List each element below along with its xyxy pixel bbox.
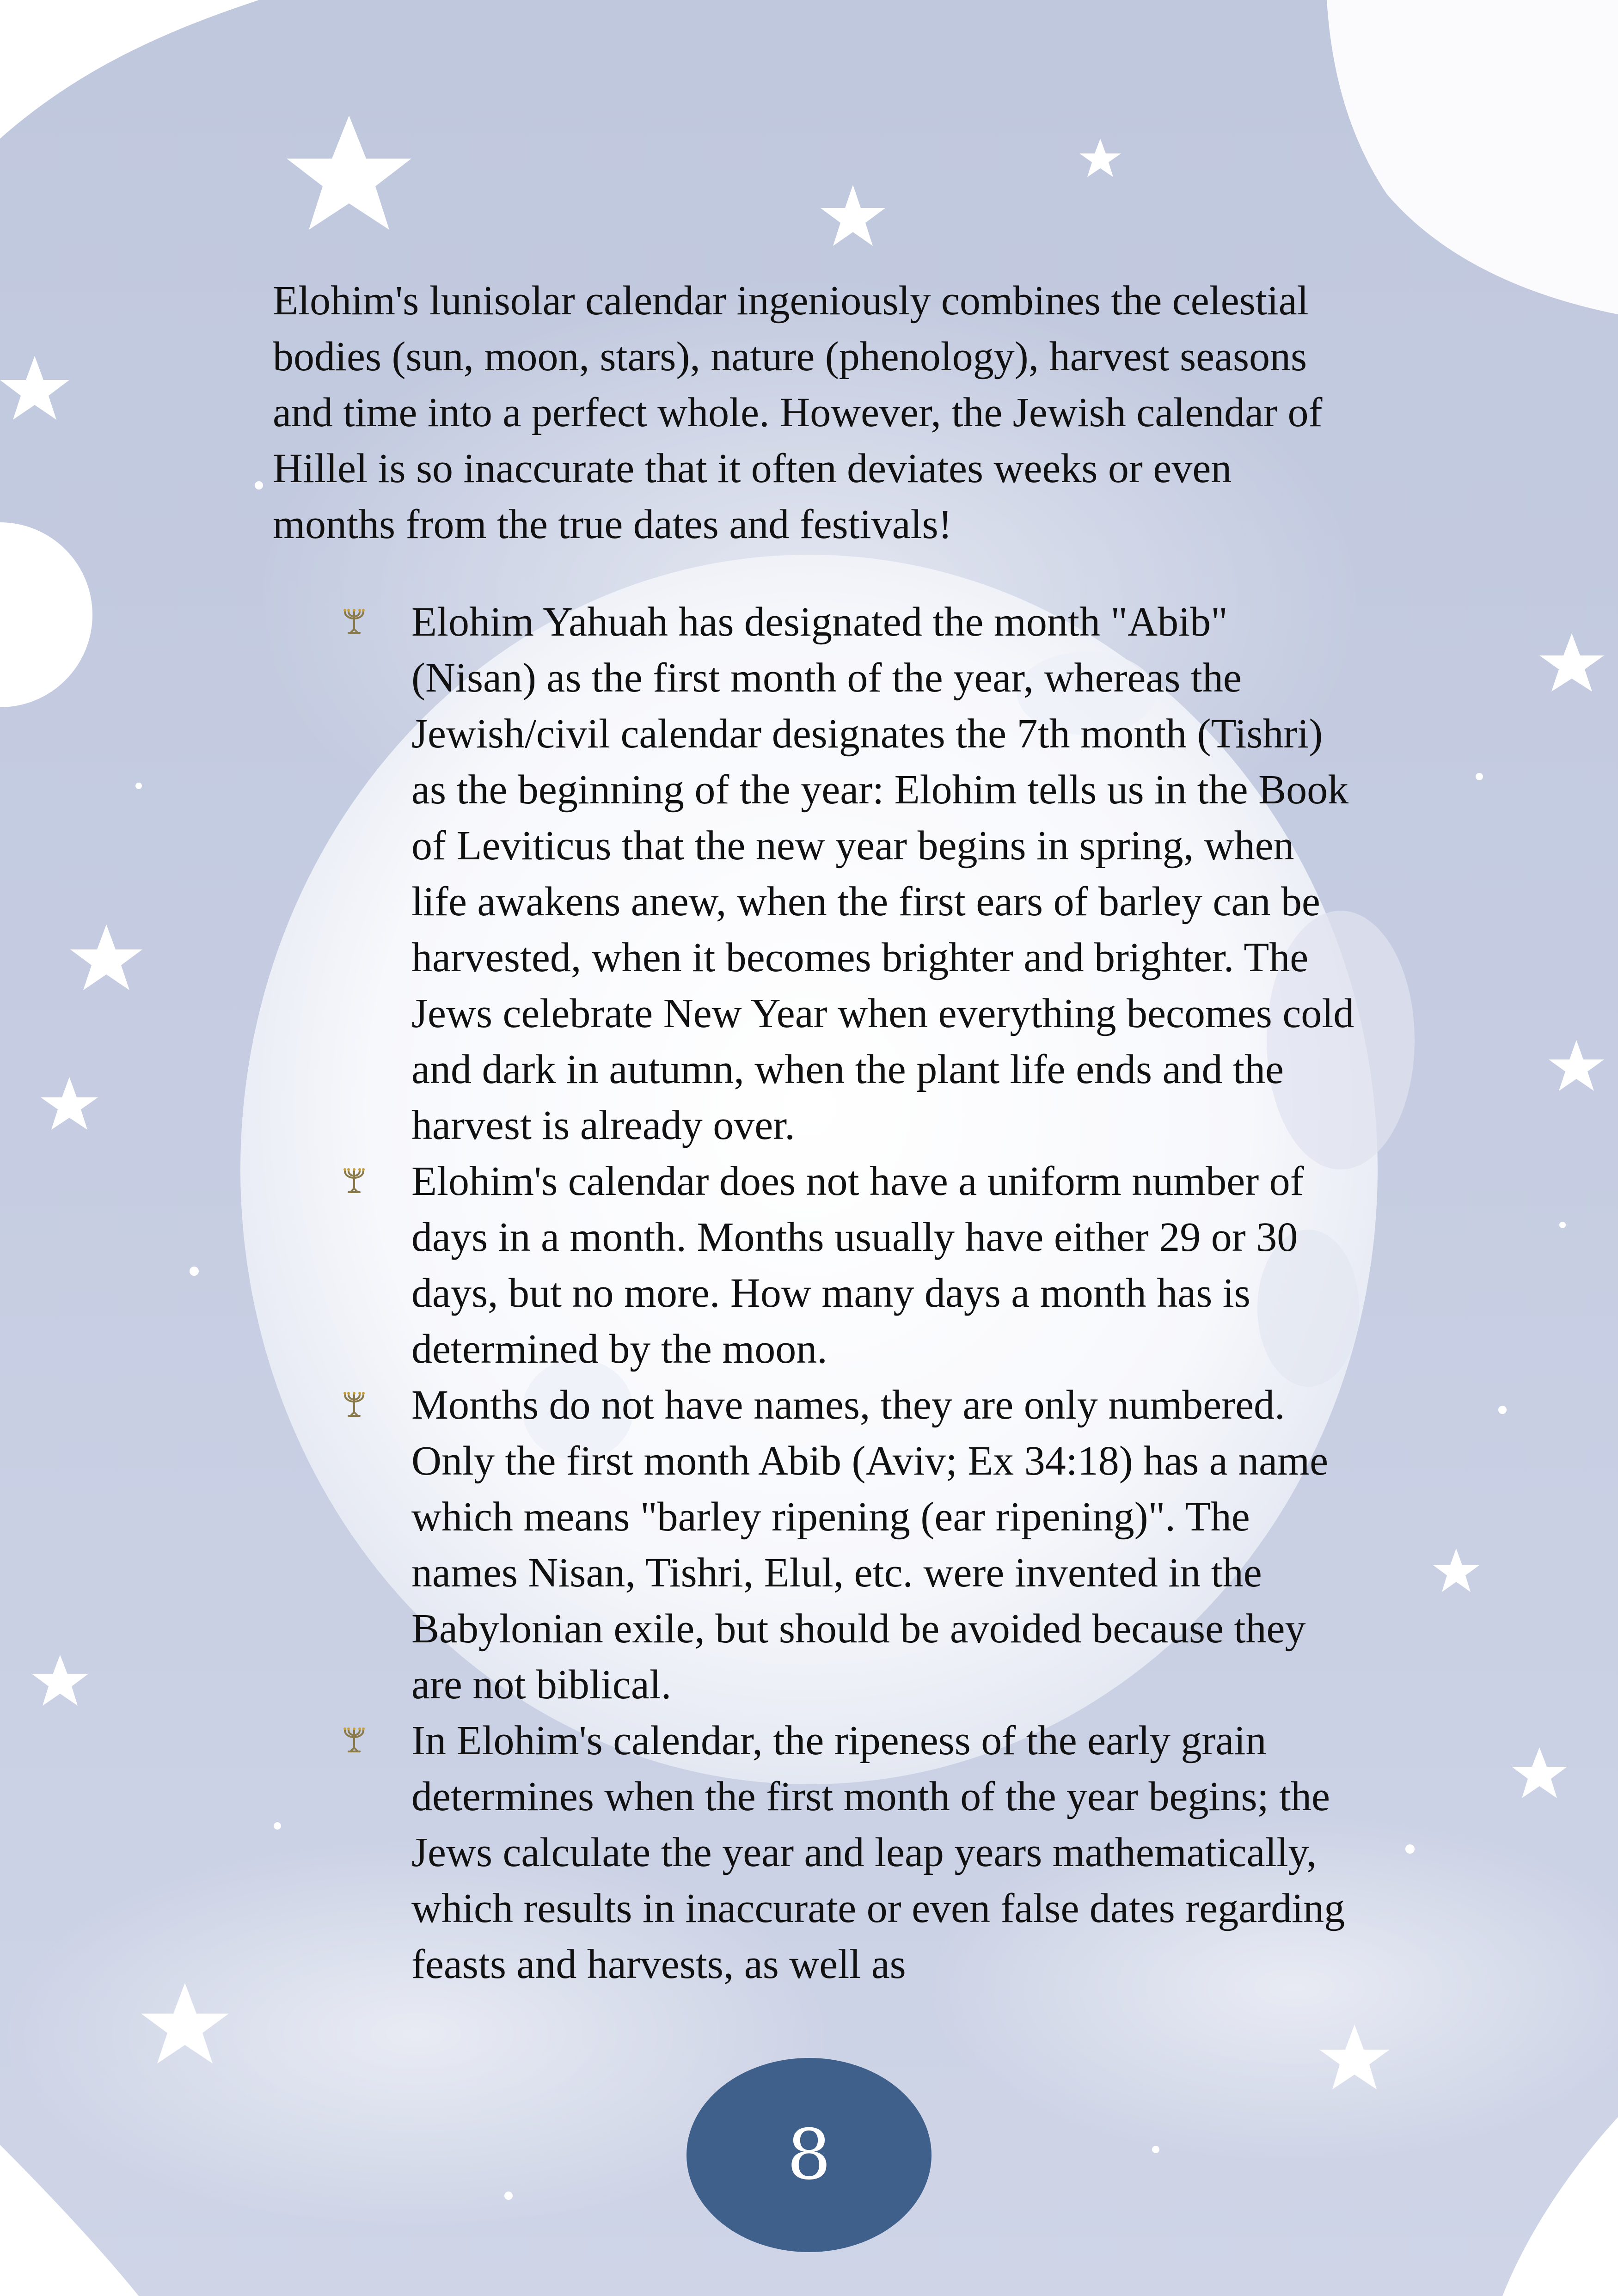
list-item — [0, 594, 1618, 1153]
bullet-text: Elohim Yahuah has designated the month "Abib" (Nisan) as the first month of the year, whereas the Jewish/civil calendar designates the 7th month (Tishri) as the beginning of the year: Elohim tells us in the Book of Leviticus that the new year begins in spring, when life awakens anew, when the first ears of barley can be harvested, when it becomes brighter and brighter. The Jews celebrate New Year when everything becomes cold and dark in autumn, when the plant life ends and the harvest is already over. — [411, 599, 1354, 1148]
menorah-icon — [341, 608, 367, 636]
bullet-text: Elohim's calendar does not have a uniform number of days in a month. Months usually have either 29 or 30 days, but no more. How many days a month has is determined by the moon. — [411, 1158, 1304, 1372]
menorah-icon — [341, 1391, 367, 1419]
menorah-icon — [341, 1167, 367, 1195]
page-number: 8 — [787, 2115, 831, 2195]
list-item — [0, 1377, 1618, 1713]
bullet-text: In Elohim's calendar, the ripeness of the early grain determines when the first month of the year begins; the Jews calculate the year and leap years mathematically, which results in inaccurate or even false dates regarding feasts and harvests, as well as — [411, 1718, 1345, 1987]
menorah-icon — [341, 1727, 367, 1754]
list-item — [0, 1713, 1618, 1992]
bullet-text: Months do not have names, they are only numbered. Only the first month Abib (Aviv; Ex 34:18) has a name which means "barley ripening (ear ripening)". The names Nisan, Tishri, Elul, etc. were invented in the Babylonian exile, but should be avoided because they are not biblical. — [411, 1382, 1329, 1708]
page-number-badge — [686, 2058, 932, 2252]
bullet-list — [0, 594, 1618, 1992]
list-item — [0, 1153, 1618, 1377]
intro-paragraph: Elohim's lunisolar calendar ingeniously combines the celestial bodies (sun, moon, stars), nature (phenology), harvest seasons and time into a perfect whole. However, the Jewish calendar of Hillel is so inaccurate that it often deviates weeks or even months from the true dates and festivals! — [273, 278, 1323, 547]
